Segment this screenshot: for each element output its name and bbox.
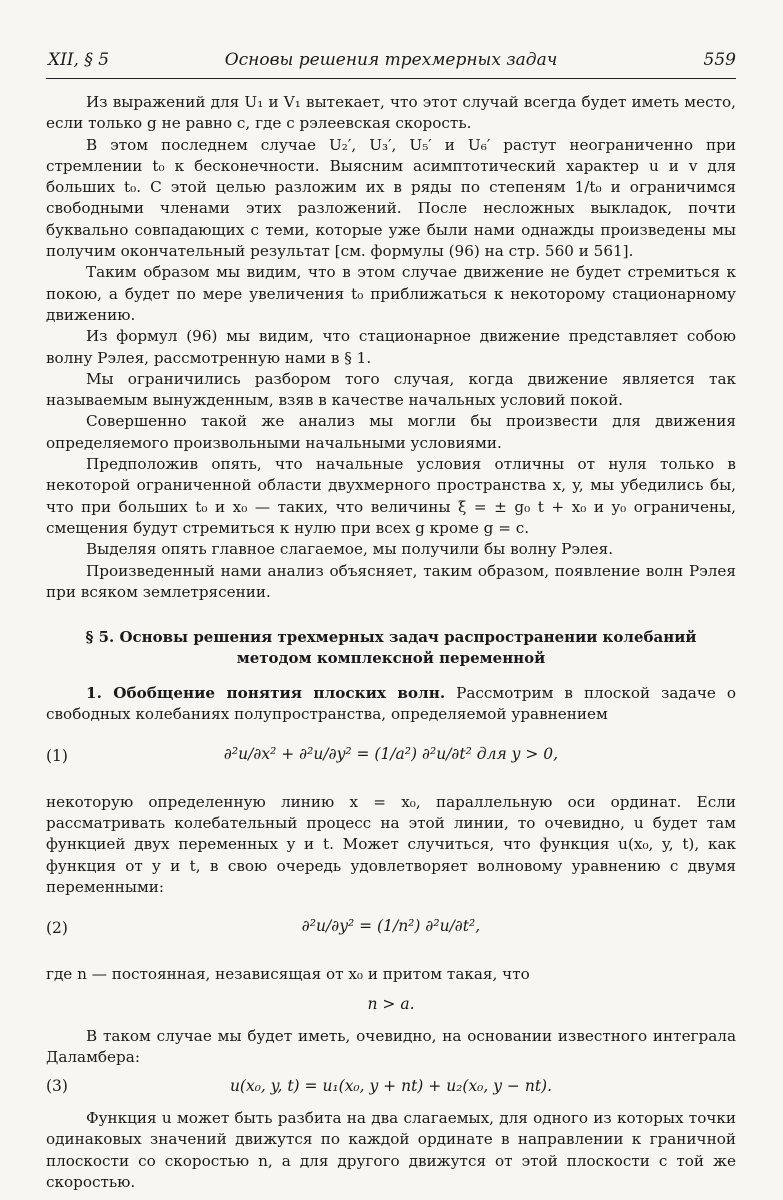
- paragraph: Произведенный нами анализ объясняет, таким образом, появление волн Рэлея при всяком землетрясении.: [46, 561, 736, 601]
- paragraph: Предположив опять, что начальные условия отличны от нуля только в некоторой ограниченной области двухмерного пространства x, y, мы убедились бы, что при больших t₀ и x₀ — таких, что величины ξ = ± g₀ t + x₀ и y₀ ограничены, смещения будут стремиться к нулю при всех g кроме g = c.: [46, 455, 736, 537]
- equation-number: (1): [46, 746, 68, 765]
- header-section: XII, § 5: [48, 50, 110, 70]
- subsection-paragraph: [46, 683, 736, 726]
- paragraph: некоторую определенную линию x = x₀, параллельную оси ординат. Если рассматривать колебательный процесс на этой линии, то очевидно, u будет там функцией двух переменных y и t. Может случиться, что функция u(x₀, y, t), как функция от y и t, в свою очередь удовлетворяет волновому уравнению с двумя переменными:: [46, 792, 736, 896]
- main-text: [46, 92, 736, 1193]
- paragraph: Совершенно такой же анализ мы могли бы произвести для движения определяемого произвольными начальными условиями.: [46, 412, 736, 452]
- equation-number: (3): [46, 1077, 68, 1096]
- header-title: Основы решения трехмерных задач: [224, 50, 558, 70]
- section-heading: § 5. Основы решения трехмерных задач распространении колебаний методом комплексной переменной: [85, 628, 697, 668]
- equation-1: [46, 736, 736, 782]
- paragraph: Выделяя опять главное слагаемое, мы получили бы волну Рэлея.: [86, 540, 614, 559]
- equation-2: [46, 908, 736, 954]
- paragraph: Функция u может быть разбита на два слагаемых, для одного из которых точки одинаковых значений движутся по каждой ординате в направлении к граничной плоскости со скоростью n, а для другого движутся от этой плоскости с той же скоростью.: [46, 1109, 736, 1191]
- equation-body: ∂²u/∂y² = (1/n²) ∂²u/∂t²,: [301, 917, 481, 936]
- equation-body: u(x₀, y, t) = u₁(x₀, y + nt) + u₂(x₀, y − nt).: [229, 1077, 553, 1096]
- inequality: [46, 992, 736, 1020]
- subsection-intro: Рассмотрим в плоской задаче о свободных колебаниях полупространства, определяемой уравнением: [46, 684, 736, 724]
- paragraph: Из формул (96) мы видим, что стационарное движение представляет собою волну Рэлея, рассмотренную нами в § 1.: [46, 327, 736, 367]
- paragraph: Мы ограничились разбором того случая, когда движение является так называемым вынужденным, взяв в качестве начальных условий покой.: [46, 369, 736, 410]
- running-header: [46, 48, 736, 79]
- page-number: 559: [703, 50, 736, 70]
- paragraph: В таком случае мы будет иметь, очевидно, на основании известного интеграла Даламбера:: [46, 1026, 736, 1066]
- paragraph: Таким образом мы видим, что в этом случае движение не будет стремиться к покою, а будет по мере увеличения t₀ приближаться к некоторому стационарному движению.: [46, 263, 736, 324]
- equation-number: (2): [46, 919, 68, 938]
- equation-3: [46, 1074, 736, 1102]
- paragraph: где n — постоянная, независящая от x₀ и притом такая, что: [46, 965, 530, 984]
- subsection-title: 1. Обобщение понятия плоских волн.: [86, 684, 446, 703]
- equation-body: n > a.: [367, 994, 415, 1013]
- equation-body: ∂²u/∂x² + ∂²u/∂y² = (1/a²) ∂²u/∂t² для y > 0,: [223, 744, 559, 763]
- paragraph: Из выражений для U₁ и V₁ вытекает, что этот случай всегда будет иметь место, если только g не равно c, где c рэлеевская скорость.: [46, 93, 736, 133]
- paragraph: В этом последнем случае U₂′, U₃′, U₅′ и U₆′ растут неограниченно при стремлении t₀ к бесконечности. Выясним асимптотический характер u и v для больших t₀. С этой целью разложим их в ряды по степеням 1/t₀ и ограничимся свободными членами этих разложений. После несложных выкладок, почти буквально совпадающих с теми, которые уже были нами однажды произведены мы получим окончательный результат [см. формулы (96) на стр. 560 и 561].: [46, 135, 736, 261]
